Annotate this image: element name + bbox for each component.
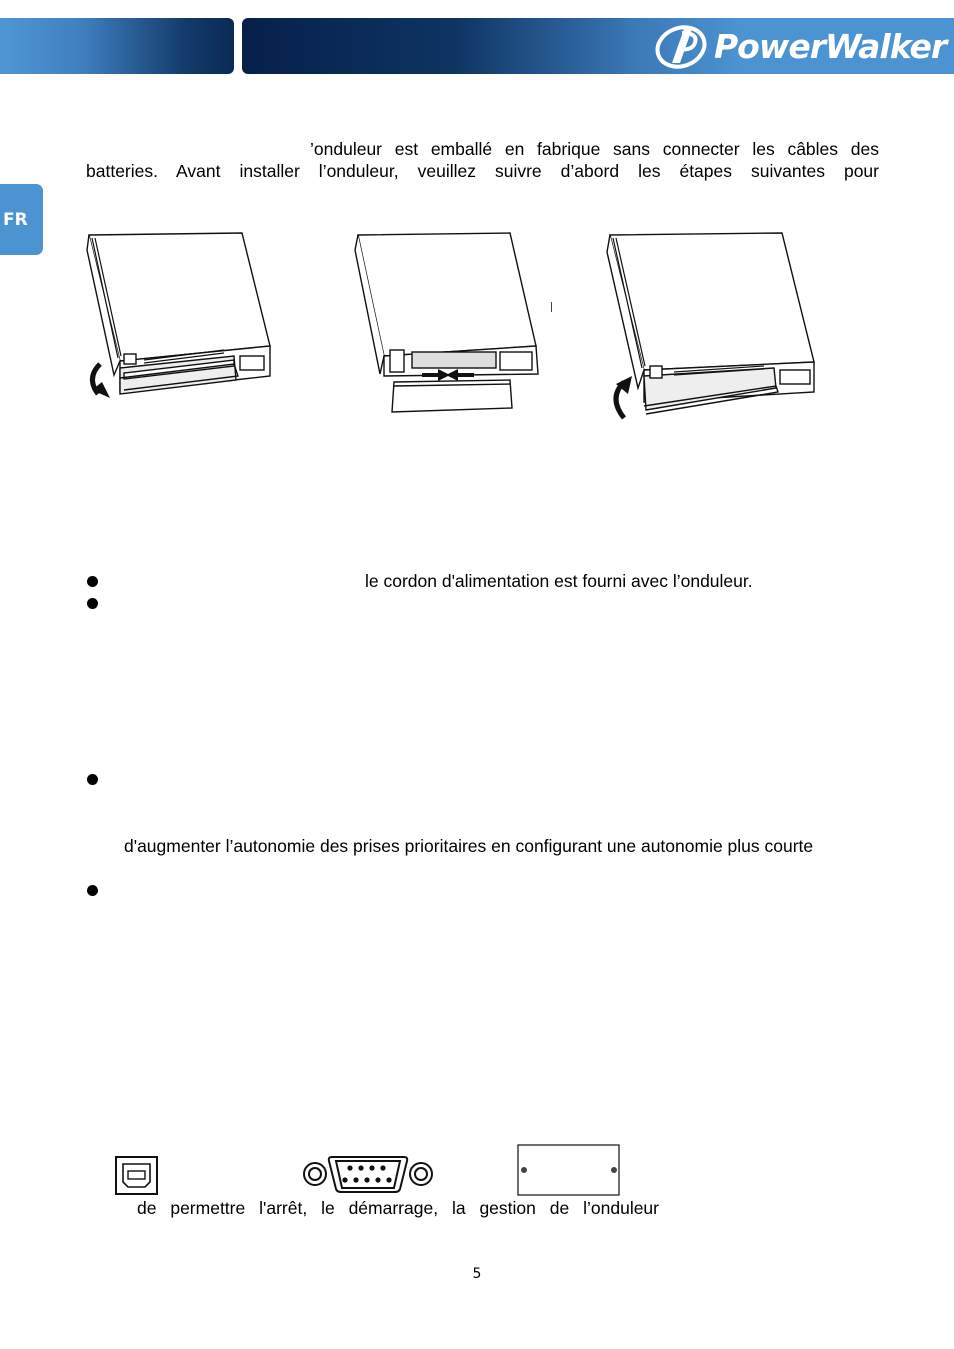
ups-front-panel-open-icon bbox=[84, 228, 280, 404]
rs232-db9-port-icon bbox=[302, 1151, 434, 1197]
autonomy-text: d'augmenter l’autonomie des prises prioritaires en configurant une autonomie plus courte bbox=[124, 836, 814, 856]
snmp-slot-icon bbox=[517, 1144, 621, 1198]
brand-name: PowerWalker bbox=[714, 26, 947, 66]
header-left-bar bbox=[0, 18, 234, 74]
ups-front-panel-close-icon bbox=[604, 228, 820, 424]
usb-port-icon bbox=[115, 1156, 159, 1196]
page-number: 5 bbox=[472, 1266, 482, 1282]
powerwalker-swoosh-logo-icon bbox=[654, 23, 708, 69]
language-tab bbox=[0, 184, 43, 255]
bullet-marker bbox=[87, 885, 98, 896]
brand-logo bbox=[654, 22, 954, 70]
bullet-marker bbox=[87, 598, 98, 609]
ports-caption: de permettre l'arrêt, le démarrage, la gestion de l’onduleur bbox=[137, 1198, 659, 1218]
bullet-marker bbox=[87, 774, 98, 785]
bullet-marker bbox=[87, 576, 98, 587]
intro-line-2: batteries. Avant installer l’onduleur, veuillez suivre d’abord les étapes suivantes pour bbox=[86, 161, 879, 181]
bullet-1-text: le cordon d'alimentation est fourni avec l’onduleur. bbox=[365, 571, 753, 591]
language-tab-label: FR bbox=[3, 209, 28, 230]
intro-line-1: ’onduleur est emballé en fabrique sans connecter les câbles des bbox=[310, 139, 879, 159]
small-divider-mark bbox=[551, 302, 552, 312]
battery-connector-plug-icon bbox=[350, 228, 542, 416]
